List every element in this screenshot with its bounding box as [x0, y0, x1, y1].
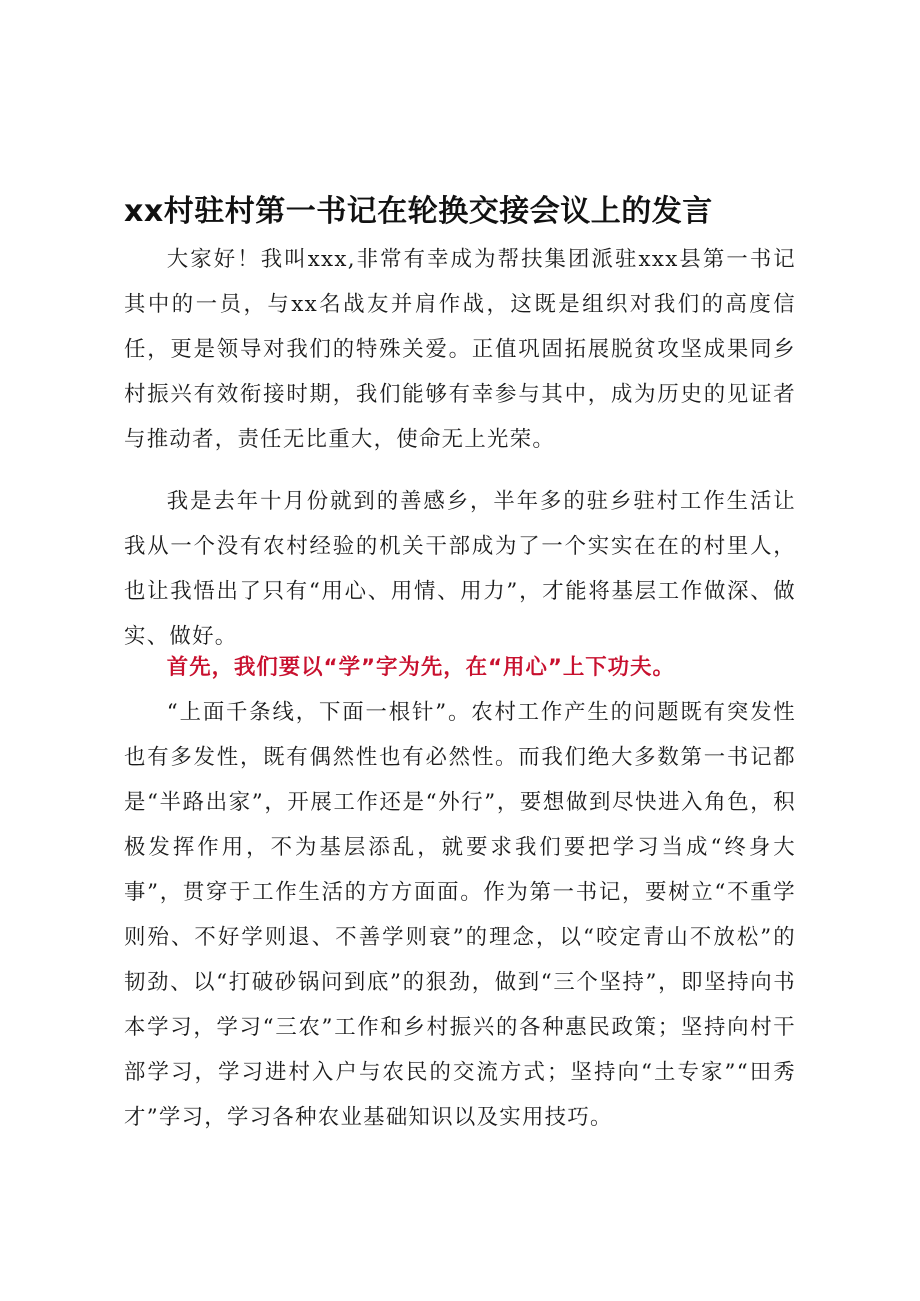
experience-paragraph: 我是去年十月份就到的善感乡，半年多的驻乡驻村工作生活让我从一个没有农村经验的机关干部成为了一个实实在在的村里人，也让我悟出了只有“用心、用情、用力”，才能将基层工作做深、做实、做好。 — [124, 489, 796, 649]
document-title: xx村驻村第一书记在轮换交接会议上的发言 — [124, 194, 713, 229]
section-paragraph: “上面千条线，下面一根针”。农村工作产生的问题既有突发性也有多发性，既有偶然性也有必然性。而我们绝大多数第一书记都是“半路出家”，开展工作还是“外行”，要想做到尽快进入角色，积极发挥作用，不为基层添乱，就要求我们要把学习当成“终身大事”，贯穿于工作生活的方方面面。作为第一书记，要树立“不重学则殆、不好学则退、不善学则衰”的理念，以“咬定青山不放松”的韧劲、以“打破砂锅问到底”的狠劲，做到“三个坚持”，即坚持向书本学习，学习“三农”工作和乡村振兴的各种惠民政策；坚持向村干部学习，学习进村入户与农民的交流方式；坚持向“土专家”“田秀才”学习，学习各种农业基础知识以及实用技巧。 — [124, 700, 796, 1130]
intro-paragraph: 大家好！我叫xxx,非常有幸成为帮扶集团派驻xxx县第一书记其中的一员，与xx名战友并肩作战，这既是组织对我们的高度信任，更是领导对我们的特殊关爱。正值巩固拓展脱贫攻坚成果同乡村振兴有效衔接时期，我们能够有幸参与其中，成为历史的见证者与推动者，责任无比重大，使命无上光荣。 — [124, 247, 796, 452]
section-heading: 首先，我们要以“学”字为先，在“用心”上下功夫。 — [166, 655, 675, 680]
